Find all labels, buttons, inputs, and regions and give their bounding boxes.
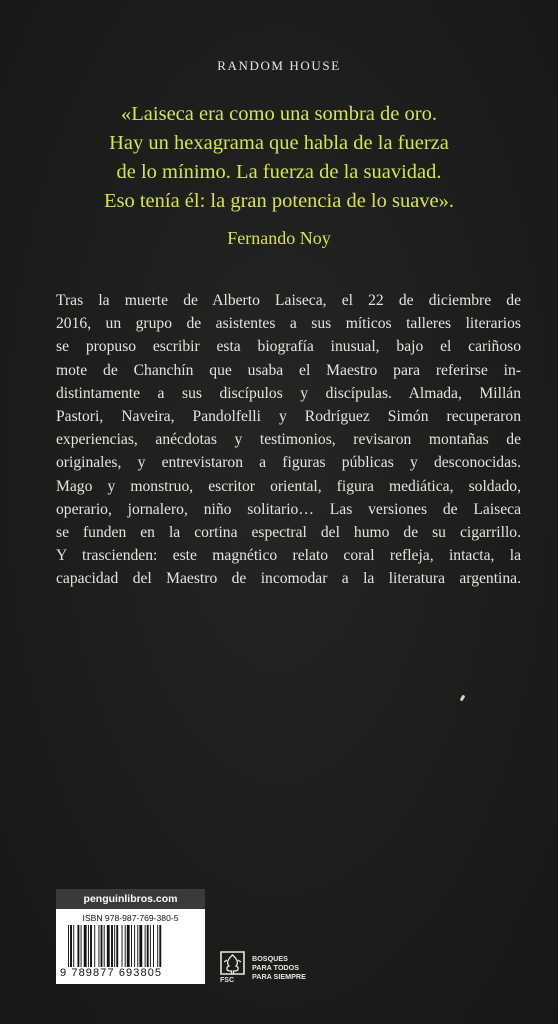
barcode-bar	[73, 925, 74, 967]
barcode-bar	[150, 925, 151, 967]
synopsis-text	[56, 289, 521, 591]
synopsis-line: originales, y entrevistaron a figuras públicas y desconocidas.	[56, 454, 521, 472]
synopsis-line: Pastori, Naveira, Pandolfelli y Rodríguez Simón recuperaron	[56, 408, 521, 426]
barcode-bar	[77, 925, 79, 967]
blurb-quote	[40, 100, 518, 216]
synopsis-line: se propuso escribir esta biografía inusual, bajo el cariñoso	[56, 338, 521, 356]
barcode-icon	[68, 925, 198, 967]
synopsis-line: Mago y monstruo, escritor oriental, figura mediática, soldado,	[56, 477, 521, 495]
quote-author: Fernando Noy	[227, 228, 331, 248]
synopsis-line: mote de Chanchín que usaba el Maestro para referirse in-	[56, 361, 521, 379]
barcode-bar	[157, 925, 158, 967]
quote-line: Hay un hexagrama que habla de la fuerza	[109, 132, 449, 154]
synopsis-line: Tras la muerte de Alberto Laiseca, el 22 de diciembre de	[56, 292, 521, 309]
fsc-slogan	[252, 954, 322, 981]
synopsis-line: operario, jornalero, niño solitario… Las versiones de Laiseca	[56, 500, 521, 518]
synopsis-line: se funden en la cortina espectral del humo de su cigarrillo.	[56, 524, 521, 542]
synopsis-line: Y trascienden: este magnético relato coral refleja, intacta, la	[56, 547, 521, 565]
barcode-bar	[139, 925, 142, 967]
fsc-slogan-line: PARA SIEMPRE	[252, 972, 306, 981]
barcode-bar	[131, 925, 132, 967]
barcode-bar	[145, 925, 146, 967]
barcode-bar	[107, 925, 110, 967]
barcode-bar	[137, 925, 138, 967]
barcode-panel	[56, 889, 205, 984]
barcode-bar	[104, 925, 105, 967]
quote-line: de lo mínimo. La fuerza de la suavidad.	[116, 161, 442, 183]
barcode-digits: 9 789877 693805	[60, 967, 163, 979]
barcode-bar	[81, 925, 82, 967]
barcode-bar	[122, 925, 123, 967]
barcode-bar	[127, 925, 130, 967]
barcode-bar	[159, 925, 161, 967]
barcode-bar	[70, 925, 72, 967]
barcode-bar	[147, 925, 149, 967]
barcode-bar	[111, 925, 113, 967]
barcode-bar	[98, 925, 99, 967]
fsc-label: FSC	[220, 977, 234, 984]
barcode-bar	[68, 925, 69, 967]
barcode-bar	[90, 925, 92, 967]
synopsis-line: distintamente a sus discípulos y discípulas. Almada, Millán	[56, 384, 521, 402]
barcode-bar	[134, 925, 135, 967]
publisher-website: penguinlibros.com	[56, 889, 205, 909]
barcode-bar	[94, 925, 95, 967]
barcode-bar	[101, 925, 103, 967]
paper-speck	[460, 695, 466, 702]
quote-line: «Laiseca era como una sombra de oro.	[121, 103, 437, 125]
isbn-number: ISBN 978-987-769-380-5	[82, 913, 179, 923]
synopsis-line: 2016, un grupo de asistentes a sus míticos talleres literarios	[56, 315, 521, 333]
quote-line: Eso tenía él: la gran potencia de lo suave».	[103, 190, 455, 212]
fsc-logo	[218, 950, 318, 990]
barcode-bar	[114, 925, 115, 967]
synopsis-line: experiencias, anécdotas y testimonios, revisaron montañas de	[56, 431, 521, 449]
synopsis-line: capacidad del Maestro de incomodar a la literatura argentina.	[56, 570, 521, 588]
barcode-bar	[116, 925, 118, 967]
barcode-bar	[88, 925, 89, 967]
publisher-name: RANDOM HOUSE	[217, 58, 341, 73]
fsc-slogan-line: PARA TODOS	[252, 963, 299, 972]
fsc-slogan-line: BOSQUES	[252, 954, 288, 963]
barcode-bar	[153, 925, 154, 967]
barcode-bar	[125, 925, 126, 967]
barcode-bar	[84, 925, 87, 967]
